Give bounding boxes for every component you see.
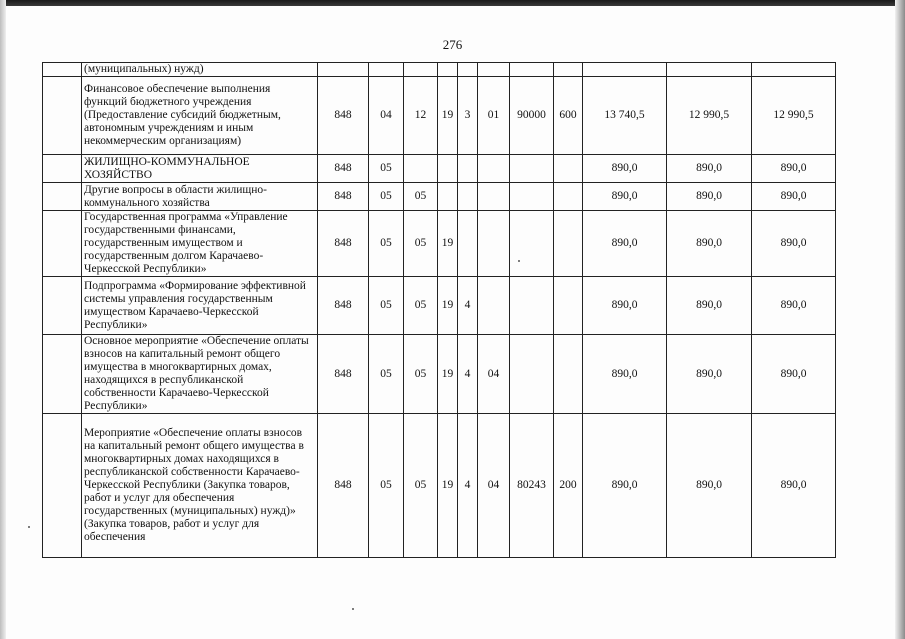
amount-cell: 890,0 — [752, 277, 836, 335]
table-row — [43, 277, 836, 335]
amount-cell: 890,0 — [583, 211, 667, 277]
code-cell: 90000 — [510, 77, 554, 155]
code-cell: 05 — [404, 211, 438, 277]
table-row — [43, 211, 836, 277]
row-number-cell — [43, 414, 82, 558]
row-number-cell — [43, 63, 82, 77]
amount-cell: 890,0 — [752, 414, 836, 558]
amount-cell: 13 740,5 — [583, 77, 667, 155]
code-cell — [458, 211, 478, 277]
code-cell — [438, 155, 458, 183]
code-cell: 05 — [369, 155, 404, 183]
code-cell — [554, 183, 583, 211]
code-cell — [478, 277, 510, 335]
code-cell: 4 — [458, 414, 478, 558]
code-cell: 05 — [404, 335, 438, 414]
scan-speck — [28, 526, 30, 528]
code-cell: 848 — [318, 277, 369, 335]
code-cell: 200 — [554, 414, 583, 558]
amount-cell: 890,0 — [752, 335, 836, 414]
code-cell: 848 — [318, 183, 369, 211]
amount-cell: 12 990,5 — [752, 77, 836, 155]
code-cell: 05 — [369, 335, 404, 414]
code-cell — [458, 155, 478, 183]
row-name-cell: Основное мероприятие «Обеспечение оплаты взносов на капитальный ремонт общего имущества в многоквартирных домах, находящихся в республиканской собственности Карачаево-Черкесской Республики» — [82, 335, 318, 414]
budget-table — [42, 62, 836, 558]
row-number-cell — [43, 335, 82, 414]
amount-cell: 890,0 — [667, 155, 752, 183]
code-cell: 19 — [438, 77, 458, 155]
code-cell — [438, 63, 458, 77]
amount-cell: 890,0 — [583, 335, 667, 414]
table-row — [43, 414, 836, 558]
code-cell: 4 — [458, 277, 478, 335]
code-cell: 4 — [458, 335, 478, 414]
code-cell: 05 — [369, 414, 404, 558]
row-name-cell: Финансовое обеспечение выполнения функций бюджетного учреждения (Предоставление субсидий бюджетным, автономным учреждениям и иным некоммерческим организациям) — [82, 77, 318, 155]
code-cell: 12 — [404, 77, 438, 155]
code-cell: 19 — [438, 335, 458, 414]
scan-speck — [352, 608, 354, 610]
amount-cell — [667, 63, 752, 77]
row-name-cell: Мероприятие «Обеспечение оплаты взносов на капитальный ремонт общего имущества в многоквартирных домах находящихся в республиканской собственности Карачаево-Черкесской Республики (Закупка товаров, работ и услуг для обеспечения государственных (муниципальных) нужд)» (Закупка товаров, работ и услуг для обеспечения — [82, 414, 318, 558]
amount-cell — [583, 63, 667, 77]
code-cell: 04 — [369, 77, 404, 155]
amount-cell: 890,0 — [583, 155, 667, 183]
row-name-cell: (муниципальных) нужд) — [82, 63, 318, 77]
row-number-cell — [43, 211, 82, 277]
row-name-cell: Государственная программа «Управление государственными финансами, государственным имуществом и государственным долгом Карачаево-Черкесской Республики» — [82, 211, 318, 277]
code-cell — [554, 155, 583, 183]
row-name-cell: Подпрограмма «Формирование эффективной системы управления государственным имуществом Карачаево-Черкесской Республики» — [82, 277, 318, 335]
amount-cell: 890,0 — [667, 277, 752, 335]
row-number-cell — [43, 77, 82, 155]
row-number-cell — [43, 183, 82, 211]
scan-speck — [518, 260, 520, 262]
amount-cell — [752, 63, 836, 77]
code-cell — [458, 63, 478, 77]
code-cell — [510, 335, 554, 414]
row-name-cell: Другие вопросы в области жилищно-коммунального хозяйства — [82, 183, 318, 211]
code-cell: 3 — [458, 77, 478, 155]
code-cell — [478, 63, 510, 77]
code-cell: 05 — [404, 414, 438, 558]
code-cell — [554, 211, 583, 277]
row-number-cell — [43, 155, 82, 183]
table-row — [43, 155, 836, 183]
table-body — [43, 63, 836, 558]
code-cell — [318, 63, 369, 77]
code-cell: 01 — [478, 77, 510, 155]
code-cell — [438, 183, 458, 211]
page-number: 276 — [442, 37, 463, 52]
code-cell: 19 — [438, 277, 458, 335]
table-row — [43, 77, 836, 155]
amount-cell: 12 990,5 — [667, 77, 752, 155]
code-cell: 05 — [369, 277, 404, 335]
code-cell — [510, 211, 554, 277]
row-number-cell — [43, 277, 82, 335]
code-cell: 19 — [438, 211, 458, 277]
code-cell — [510, 183, 554, 211]
code-cell — [510, 155, 554, 183]
code-cell — [369, 63, 404, 77]
table-row — [43, 335, 836, 414]
code-cell — [458, 183, 478, 211]
amount-cell: 890,0 — [667, 211, 752, 277]
amount-cell: 890,0 — [667, 414, 752, 558]
code-cell: 848 — [318, 155, 369, 183]
amount-cell: 890,0 — [583, 414, 667, 558]
code-cell: 19 — [438, 414, 458, 558]
amount-cell: 890,0 — [583, 183, 667, 211]
code-cell: 04 — [478, 335, 510, 414]
table-row — [43, 63, 836, 77]
amount-cell: 890,0 — [752, 183, 836, 211]
code-cell: 05 — [369, 183, 404, 211]
code-cell — [478, 155, 510, 183]
code-cell: 05 — [404, 277, 438, 335]
code-cell — [554, 63, 583, 77]
amount-cell: 890,0 — [752, 155, 836, 183]
code-cell — [510, 277, 554, 335]
code-cell: 848 — [318, 77, 369, 155]
amount-cell: 890,0 — [667, 183, 752, 211]
code-cell: 05 — [404, 183, 438, 211]
code-cell: 600 — [554, 77, 583, 155]
row-name-cell: ЖИЛИЩНО-КОММУНАЛЬНОЕ ХОЗЯЙСТВО — [82, 155, 318, 183]
amount-cell: 890,0 — [667, 335, 752, 414]
code-cell: 848 — [318, 335, 369, 414]
code-cell: 04 — [478, 414, 510, 558]
code-cell — [478, 183, 510, 211]
code-cell — [404, 155, 438, 183]
code-cell: 848 — [318, 414, 369, 558]
amount-cell: 890,0 — [583, 277, 667, 335]
scan-left-edge — [0, 0, 6, 639]
code-cell — [478, 211, 510, 277]
code-cell: 848 — [318, 211, 369, 277]
code-cell: 80243 — [510, 414, 554, 558]
code-cell — [404, 63, 438, 77]
code-cell — [554, 277, 583, 335]
table-row — [43, 183, 836, 211]
code-cell: 05 — [369, 211, 404, 277]
amount-cell: 890,0 — [752, 211, 836, 277]
scan-top-edge — [0, 0, 905, 6]
code-cell — [510, 63, 554, 77]
scan-right-edge — [895, 0, 905, 639]
code-cell — [554, 335, 583, 414]
